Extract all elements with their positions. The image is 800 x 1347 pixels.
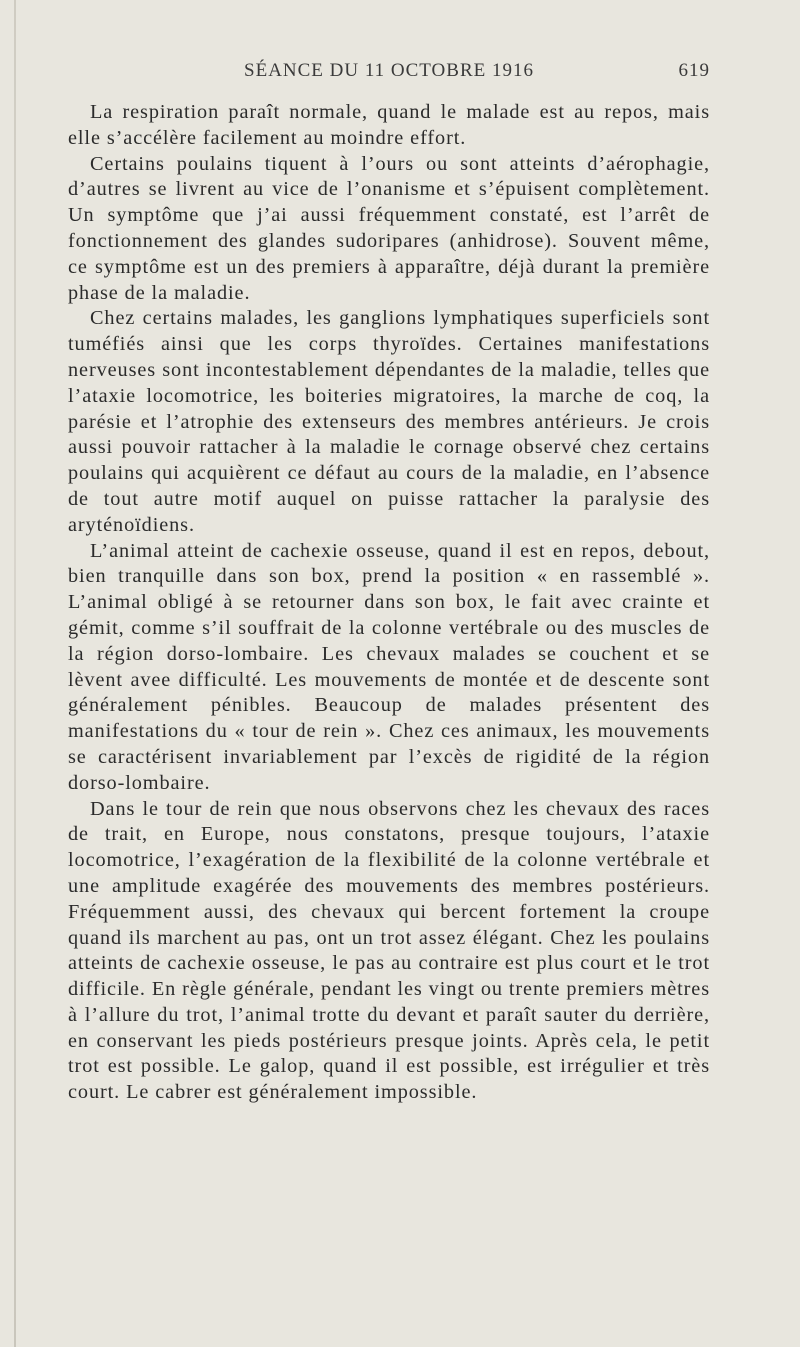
- running-head: SÉANCE DU 11 OCTOBRE 1916: [244, 60, 534, 81]
- body-text: [68, 100, 710, 1106]
- paragraph-nervous-manifestations: Chez certains malades, les ganglions lymphatiques superficiels sont tuméfiés ainsi que les corps thyroïdes. Certaines manifestations nerveuses sont incontestablement dépendantes de la maladie, telles que l’ataxie locomotrice, les boiteries migratoires, la marche de coq, la parésie et l’atrophie des extenseurs des membres antérieurs. Je crois aussi pouvoir rattacher à la maladie le cornage observé chez certains poulains qui acquièrent ce défaut au cours de la maladie, en l’absence de tout autre motif auquel on puisse rattacher la paralysie des aryténoïdiens.: [68, 307, 710, 536]
- paragraph-posture: L’animal atteint de cachexie osseuse, quand il est en repos, debout, bien tranquille dans son box, prend la position « en rassemblé ». L’animal obligé à se retourner dans son box, le fait avec crainte et gémit, comme s’il souffrait de la colonne vertébrale ou des muscles de la région dorso-lombaire. Les chevaux malades se couchent et se lèvent avee difficulté. Les mouvements de montée et de descente sont généralement pénibles. Beaucoup de malades présentent des manifestations du « tour de rein ». Chez ces animaux, les mouvements se caractérisent invariablement par l’excès de rigidité de la région dorso-lombaire.: [68, 539, 710, 794]
- page-number: 619: [678, 60, 710, 81]
- page-header: [68, 58, 710, 86]
- paragraph-respiration: La respiration paraît normale, quand le malade est au repos, mais elle s’accélère facilement au moindre effort.: [68, 101, 710, 149]
- paragraph-symptoms: Certains poulains tiquent à l’ours ou sont atteints d’aérophagie, d’autres se livrent au vice de l’onanisme et s’épuisent complètement. Un symptôme que j’ai aussi fréquemment constaté, est l’arrêt de fonctionnement des glandes sudoripares (anhidrose). Souvent même, ce symptôme est un des premiers à apparaître, déjà durant la première phase de la maladie.: [68, 152, 710, 304]
- paragraph-tour-de-rein: Dans le tour de rein que nous observons chez les chevaux des races de trait, en Europe, nous constatons, presque toujours, l’ataxie locomotrice, l’exagération de la flexibilité de la colonne vertébrale et une amplitude exagérée des mouvements des membres postérieurs. Fréquemment aussi, des chevaux qui bercent fortement la croupe quand ils marchent au pas, ont un trot assez élégant. Chez les poulains atteints de cachexie osseuse, le pas au contraire est plus court et le trot difficile. En règle générale, pendant les vingt ou trente premiers mètres à l’allure du trot, l’animal trotte du devant et paraît sauter du derrière, en conservant les pieds postérieurs presque joints. Après cela, le petit trot est possible. Le galop, quand il est possible, est irrégulier et très court. Le cabrer est généralement impossible.: [68, 797, 710, 1104]
- page-edge: [14, 0, 16, 1347]
